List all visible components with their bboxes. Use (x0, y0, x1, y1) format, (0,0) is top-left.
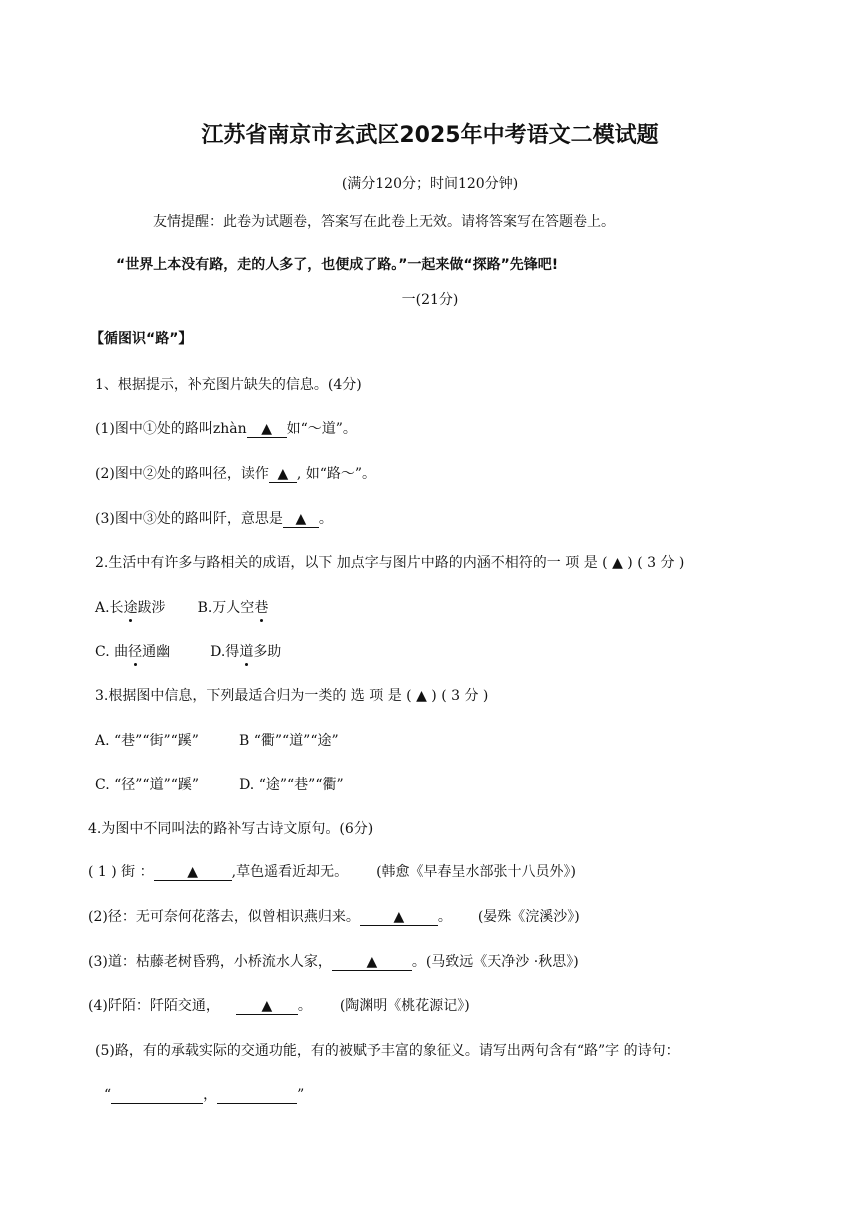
q4-line5: (5)路，有的承载实际的交通功能，有的被赋予丰富的象征义。请写出两句含有“路”字 的诗句： (95, 1043, 680, 1059)
q3-stem: 3.根据图中信息，下列最适合归为一类的 选 项 是 ( ▲ ) ( 3 分 ) (95, 688, 489, 704)
q1-part1 (95, 418, 357, 438)
q1-part3-tail: 。 (318, 511, 333, 527)
q4-l6-comma: ， (203, 1087, 218, 1103)
answer-blank-poem1[interactable] (111, 1088, 203, 1104)
q3-options-cd (95, 774, 344, 794)
q2-option-b[interactable] (198, 600, 269, 616)
q3-option-d[interactable]: D. “途”“巷”“衢” (239, 777, 344, 793)
reminder: 友情提醒：此卷为试题卷，答案写在此卷上无效。请将答案写在答题卷上。 (153, 214, 615, 230)
q1-stem: 1、根据提示，补充图片缺失的信息。(4分) (95, 377, 362, 393)
q4-l1-text: ( 1 ) 街 ： (88, 864, 154, 880)
q2-d-dotted: 道 (239, 641, 253, 661)
q1-part2-text: (2)图中②处的路叫径，读作 (95, 466, 269, 482)
answer-blank[interactable]: ▲ (236, 999, 298, 1015)
q4-l2-tail: 。 (437, 909, 452, 925)
opening-quote: “世界上本没有路，走的人多了，也便成了路。”一起来做“探路”先锋吧! (116, 257, 559, 273)
q2-d-tail: 多助 (253, 644, 282, 660)
q2-c-text: C. 曲 (95, 644, 129, 660)
q3-options-ab (95, 730, 339, 750)
score-time: (满分120分；时间120分钟) (341, 176, 519, 192)
q4-l3-tail: 。(马致远《天净沙 ·秋思》) (411, 954, 579, 970)
page-title: 江苏省南京市玄武区2025年中考语文二模试题 (201, 123, 659, 148)
q3-option-c[interactable]: C. “径”“道”“蹊” (95, 777, 200, 793)
q1-part2 (95, 463, 376, 483)
q1-part3 (95, 508, 333, 528)
section-one-title: 一(21分) (401, 292, 459, 308)
q2-d-text: D.得 (210, 644, 240, 660)
q4-l6-close: ” (297, 1087, 305, 1103)
q4-stem: 4.为图中不同叫法的路补写古诗文原句。(6分) (88, 821, 374, 837)
section-heading: 【循图识“路”】 (90, 331, 193, 347)
q2-b-text: B.万人空 (197, 600, 255, 616)
q2-a-dotted: 途 (124, 597, 138, 617)
q4-line4 (88, 995, 470, 1015)
answer-blank[interactable]: ▲ (269, 467, 297, 483)
q3-option-b[interactable]: B “衢”“道”“途” (238, 733, 339, 749)
q4-l3-text: (3)道：枯藤老树昏鸦，小桥流水人家， (88, 954, 332, 970)
q4-l4-tail: 。 (297, 998, 312, 1014)
q4-l2-text: (2)径：无可奈何花落去，似曾相识燕归来。 (88, 909, 360, 925)
q3-option-a[interactable]: A. “巷”“街”“蹊” (95, 733, 199, 749)
q4-l4-text: (4)阡陌：阡陌交通， (88, 998, 220, 1014)
q1-part1-text: (1)图中①处的路叫zhàn (95, 421, 247, 437)
q4-line6 (104, 1084, 304, 1104)
q4-l2-source: (晏殊《浣溪沙》) (477, 909, 580, 925)
answer-blank[interactable]: ▲ (332, 955, 412, 971)
q2-options-cd (95, 641, 281, 661)
answer-blank[interactable]: ▲ (360, 910, 438, 926)
q2-option-a[interactable] (95, 600, 166, 616)
q2-options-ab (95, 597, 268, 617)
answer-blank-poem2[interactable] (217, 1088, 297, 1104)
q2-option-d[interactable] (210, 644, 281, 660)
q4-l1-tail: ,草色遥看近却无。 (231, 864, 349, 880)
answer-blank[interactable]: ▲ (283, 512, 319, 528)
q4-line2 (88, 906, 580, 926)
answer-blank[interactable]: ▲ (154, 865, 232, 881)
q2-a-text: A.长 (95, 600, 124, 616)
q4-line1 (88, 861, 576, 881)
q1-part1-tail: 如“～道”。 (286, 421, 357, 437)
answer-blank[interactable]: ▲ (247, 422, 287, 438)
q2-a-tail: 跋涉 (137, 600, 166, 616)
q4-line3 (88, 951, 579, 971)
q2-stem: 2.生活中有许多与路相关的成语，以下 加点字与图片中路的内涵不相符的一 项 是 ( ▲ ) ( 3 分 ) (95, 555, 685, 571)
q2-option-c[interactable] (95, 644, 170, 660)
q2-c-dotted: 径 (128, 641, 142, 661)
q4-l6-open: “ (104, 1087, 112, 1103)
q4-l1-source: (韩愈《早春呈水部张十八员外》) (376, 864, 577, 880)
q1-part2-tail: , 如“路～”。 (296, 466, 377, 482)
q2-c-tail: 通幽 (142, 644, 171, 660)
q1-part3-text: (3)图中③处的路叫阡，意思是 (95, 511, 283, 527)
q2-b-dotted: 巷 (254, 597, 268, 617)
q4-l4-source: (陶渊明《桃花源记》) (339, 998, 470, 1014)
